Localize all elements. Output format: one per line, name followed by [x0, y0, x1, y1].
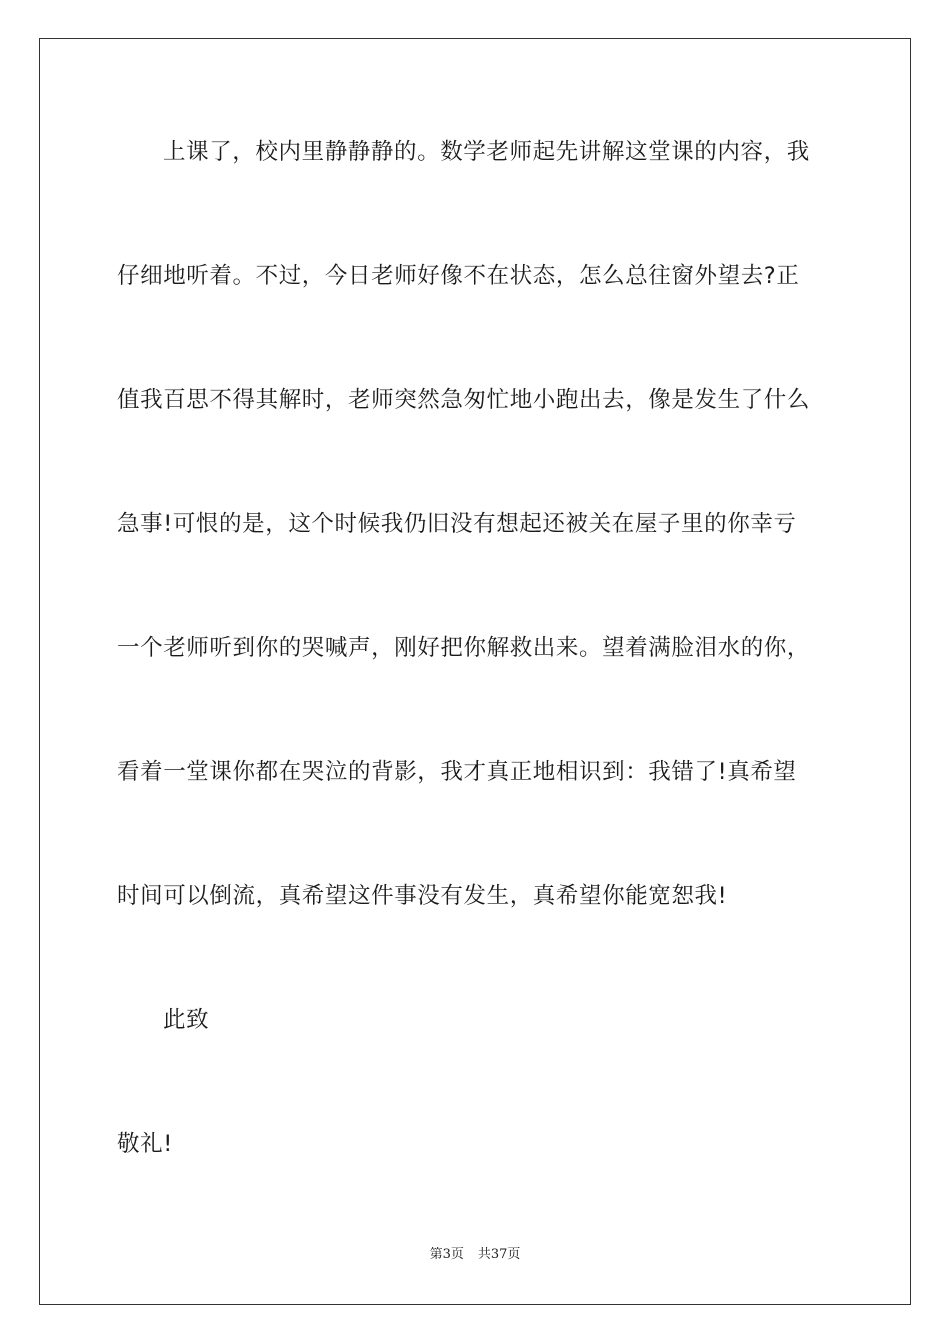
page-number: 第3页 — [429, 1247, 464, 1262]
paragraph-line-2: 仔细地听着。不过，今日老师好像不在状态，怎么总往窗外望去?正 — [117, 263, 800, 289]
paragraph-line-6: 看着一堂课你都在哭泣的背影，我才真正地相识到：我错了!真希望 — [117, 759, 797, 785]
total-pages: 共37页 — [477, 1247, 521, 1262]
paragraph-line-3: 值我百思不得其解时，老师突然急匆忙地小跑出去，像是发生了什么 — [117, 387, 811, 413]
paragraph-line-1: 上课了，校内里静静静的。数学老师起先讲解这堂课的内容，我 — [163, 139, 810, 165]
page-border — [39, 38, 911, 1305]
salutation-line: 敬礼! — [117, 1131, 173, 1157]
paragraph-line-5: 一个老师听到你的哭喊声，刚好把你解救出来。望着满脸泪水的你， — [117, 635, 811, 661]
page-footer — [0, 1247, 950, 1263]
paragraph-line-7: 时间可以倒流，真希望这件事没有发生，真希望你能宽恕我! — [117, 883, 728, 909]
closing-line: 此致 — [163, 1007, 210, 1033]
paragraph-line-4: 急事!可恨的是，这个时候我仍旧没有想起还被关在屋子里的你幸亏 — [117, 511, 797, 537]
